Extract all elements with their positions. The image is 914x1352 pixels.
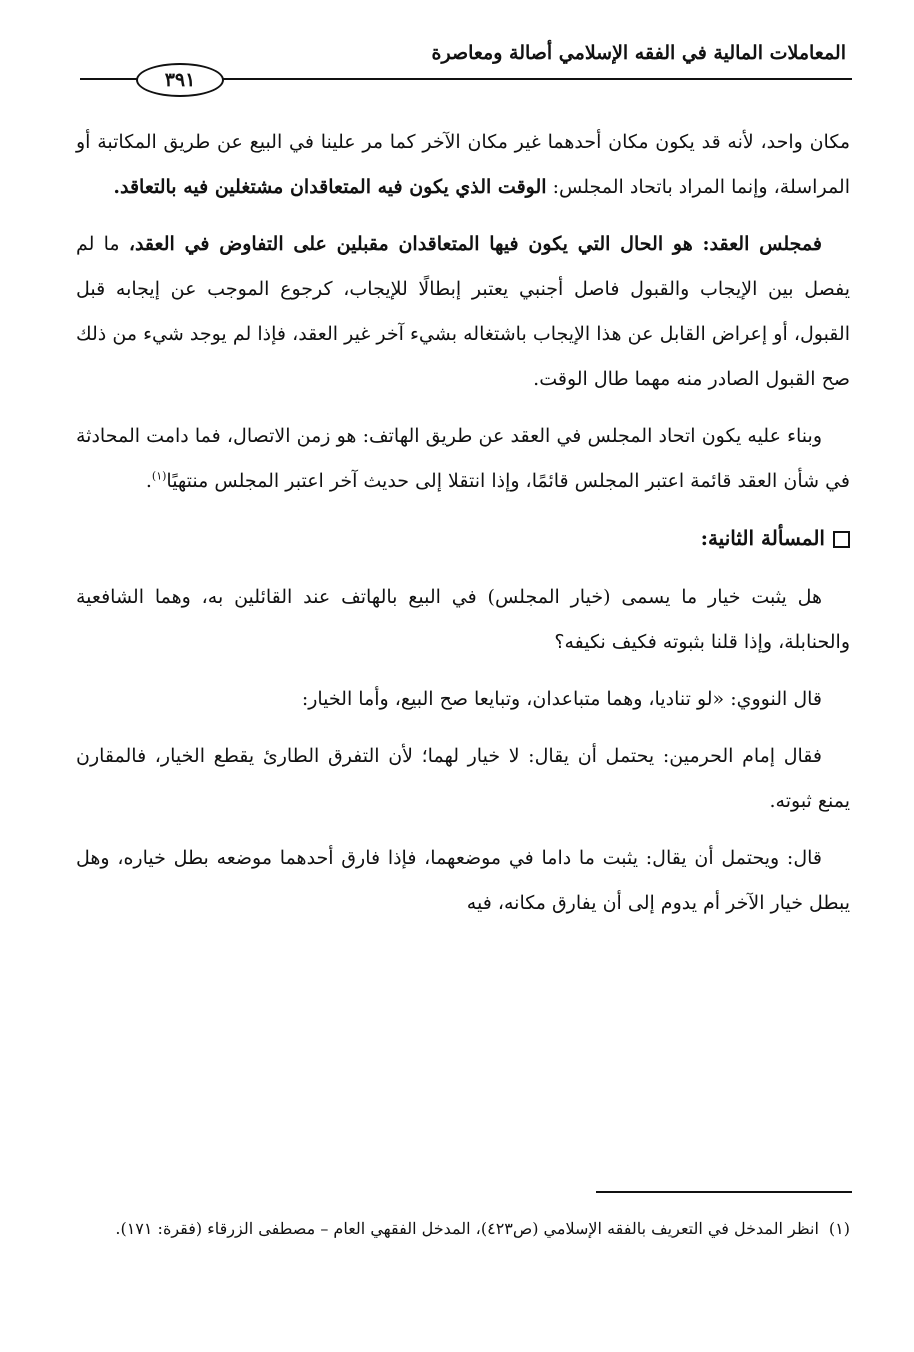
paragraph-6-text: فقال إمام الحرمين: يحتمل أن يقال: لا خيار لهما؛ لأن التفرق الطارئ يقطع الخيار، فالمقارن يمنع ثبوته.	[76, 745, 850, 812]
paragraph-3-end: .	[145, 470, 152, 492]
paragraph-2	[76, 222, 850, 402]
main-text	[76, 120, 850, 938]
running-title: المعاملات المالية في الفقه الإسلامي أصالة ومعاصرة	[431, 42, 846, 64]
paragraph-1-bold: الوقت الذي يكون فيه المتعاقدان مشتغلين فيه بالتعاقد.	[113, 176, 547, 198]
footnote-item	[76, 1212, 850, 1246]
paragraph-5-text: قال النووي: «لو تناديا، وهما متباعدان، وتبايعا صح البيع، وأما الخيار:	[301, 688, 822, 710]
square-bullet-icon	[833, 531, 850, 548]
paragraph-4-text: هل يثبت خيار ما يسمى (خيار المجلس) في البيع بالهاتف عند القائلين به، وهما الشافعية والحنابلة، وإذا قلنا بثبوته فكيف نكيفه؟	[76, 586, 850, 653]
paragraph-6	[76, 734, 850, 824]
paragraph-5	[76, 677, 850, 722]
paragraph-7	[76, 836, 850, 926]
footnote-text: انظر المدخل في التعريف بالفقه الإسلامي (ص٤٢٣)، المدخل الفقهي العام – مصطفى الزرقاء (فقرة: ١٧١).	[115, 1219, 819, 1238]
page-number: ٣٩١	[136, 63, 224, 97]
paragraph-2-text: ما لم يفصل بين الإيجاب والقبول فاصل أجنبي يعتبر إبطالًا للإيجاب، كرجوع الموجب عن إيجابه قبل القبول، أو إعراض القابل عن هذا الإيجاب باشتغاله بشيء آخر غير العقد، فإذا لم يوجد شيء من ذلك صح القبول الصادر منه مهما طال الوقت.	[76, 233, 850, 390]
footnote-reference: (١)	[151, 469, 167, 483]
section-heading-text: المسألة الثانية:	[700, 526, 825, 550]
page-header	[80, 30, 852, 100]
footnotes	[76, 1212, 850, 1246]
paragraph-4	[76, 575, 850, 665]
paragraph-3	[76, 414, 850, 504]
footnote-number: (١)	[828, 1219, 850, 1238]
paragraph-3-text: وبناء عليه يكون اتحاد المجلس في العقد عن طريق الهاتف: هو زمن الاتصال، فما دامت المحادثة في شأن العقد قائمة اعتبر المجلس قائمًا، وإذا انتقلا إلى حديث آخر اعتبر المجلس منتهيًا	[76, 425, 850, 492]
paragraph-2-bold: فمجلس العقد: هو الحال التي يكون فيها المتعاقدان مقبلين على التفاوض في العقد،	[128, 233, 822, 255]
paragraph-1-text: مكان واحد، لأنه قد يكون مكان أحدهما غير مكان الآخر كما مر علينا في البيع عن طريق المكاتبة أو المراسلة، وإنما المراد باتحاد المجلس:	[76, 131, 850, 198]
section-heading	[76, 516, 850, 561]
footnote-rule	[596, 1191, 852, 1193]
paragraph-1	[76, 120, 850, 210]
paragraph-7-text: قال: ويحتمل أن يقال: يثبت ما داما في موضعهما، فإذا فارق أحدهما موضعه بطل خياره، وهل يبطل خيار الآخر أم يدوم إلى أن يفارق مكانه، فيه	[76, 847, 850, 914]
